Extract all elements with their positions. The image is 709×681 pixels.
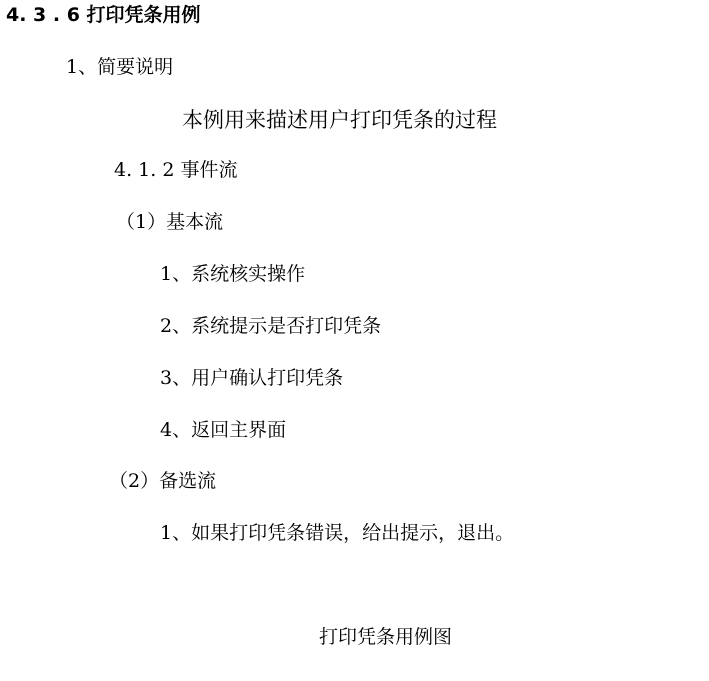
event-flow-heading: 4. 1. 2 事件流	[114, 159, 238, 181]
summary-text: 本例用来描述用户打印凭条的过程	[182, 108, 497, 132]
basic-flow-step: 1、系统核实操作	[160, 263, 306, 285]
basic-flow-heading: （1）基本流	[116, 211, 224, 233]
basic-flow-step: 2、系统提示是否打印凭条	[160, 315, 382, 337]
basic-flow-step: 4、返回主界面	[160, 419, 287, 441]
diagram-caption: 打印凭条用例图	[319, 626, 453, 648]
basic-flow-step: 3、用户确认打印凭条	[160, 367, 344, 389]
alternative-flow-step: 1、如果打印凭条错误，给出提示，退出。	[160, 522, 515, 544]
section-title: 4. 3 . 6 打印凭条用例	[6, 4, 201, 26]
alternative-flow-heading: （2）备选流	[109, 470, 217, 492]
summary-heading: 1、简要说明	[66, 56, 174, 78]
